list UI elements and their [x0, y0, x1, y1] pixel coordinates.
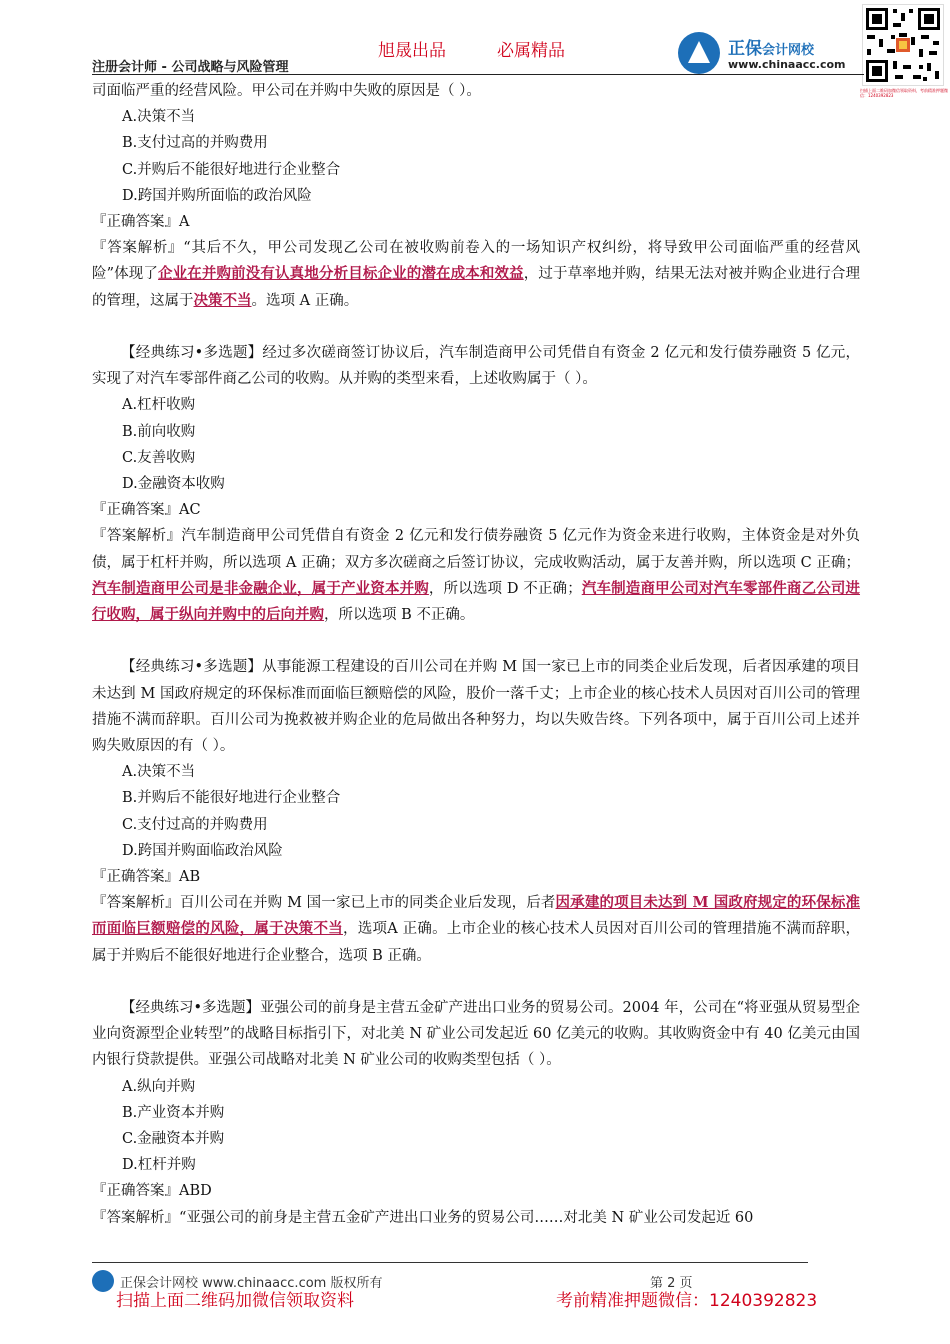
footer-divider: [92, 1262, 808, 1263]
q2-highlight-2: 汽车制造商甲公司对汽车零部件商乙公司进行收购，属于纵向并购中的后向并购: [92, 579, 861, 624]
page-number: 第 2 页: [650, 1276, 693, 1291]
q4-option-a: A.纵向并购: [122, 1078, 196, 1095]
q1-option-d: D.跨国并购所面临的政治风险: [122, 187, 312, 204]
promo-right: 考前精准押题微信：1240392823: [556, 1291, 818, 1311]
qr-code-icon: [862, 4, 944, 86]
q3-stem: 【经典练习•多选题】从事能源工程建设的百川公司在并购 M 国一家已上市的同类企业后发现，后者因承建的项目未达到 M 国政府规定的环保标准而面临巨额赔偿的风险，股价一落千丈；上市企业的核心技术人员因对百川公司的管理措施不满而辞职。百川公司为挽救被并购企业的危局做出各种努力，均以失败告终。下列各项中，属于百川公司上述并购失败原因的有（ ）。: [92, 659, 860, 755]
logo-name: 正保会计网校: [728, 39, 815, 59]
q1-option-b: B.支付过高的并购费用: [122, 135, 268, 152]
q4-analysis: 『答案解析』“亚强公司的前身是主营五金矿产进出口业务的贸易公司……对北美 N 矿业公司发起近 60: [92, 1209, 754, 1226]
q3-option-b: B.并购后不能很好地进行企业整合: [122, 790, 341, 807]
footer-logo-icon: [92, 1270, 114, 1292]
q3-highlight-1: 因承建的项目未达到 M 国政府规定的环保标准而面临巨额赔偿的风险，属于决策不当: [92, 894, 860, 938]
q3-option-a: A.决策不当: [122, 764, 196, 781]
q3-option-d: D.跨国并购面临政治风险: [122, 842, 283, 859]
slogan-left: 旭晟出品: [378, 41, 446, 61]
q1-analysis: 『答案解析』“其后不久，甲公司发现乙公司在被收购前卷入的一场知识产权纠纷，将导致甲公司面临严重的经营风险”体现了企业在并购前没有认真地分析目标企业的潜在成本和效益，过于草率地并购，结果无法对被并购企业进行合理的管理，这属于决策不当。选项 A 正确。: [92, 240, 860, 309]
q4-option-d: D.杠杆并购: [122, 1157, 196, 1174]
q3-answer: 『正确答案』AB: [92, 869, 201, 886]
q2-option-c: C.友善收购: [122, 449, 196, 466]
q1-highlight-1: 企业在并购前没有认真地分析目标企业的潜在成本和效益: [158, 265, 524, 283]
document-body: [92, 78, 860, 1231]
q1-option-a: A.决策不当: [122, 109, 196, 126]
slogan-right: 必属精品: [497, 41, 565, 61]
q1-answer: 『正确答案』A: [92, 214, 190, 231]
q1-highlight-2: 决策不当: [193, 291, 252, 309]
logo-emblem-icon: [678, 32, 720, 74]
chinaacc-logo[interactable]: [678, 28, 858, 78]
q2-analysis: 『答案解析』汽车制造商甲公司凭借自有资金 2 亿元和发行债券融资 5 亿元作为资金来进行收购，主体资金是对外负债，属于杠杆并购，所以选项 A 正确；双方多次磋商之后签订协议，完成收购活动，属于友善并购，所以选项 C 正确；汽车制造商甲公司是非金融企业，属于产业资本并购，所以选项 D 不正确；汽车制造商甲公司对汽车零部件商乙公司进行收购，属于纵向并购中的后向并购，所以选项 B 不正确。: [92, 528, 861, 624]
q2-answer: 『正确答案』AC: [92, 502, 201, 519]
q2-option-b: B.前向收购: [122, 423, 196, 440]
q4-stem: 【经典练习•多选题】亚强公司的前身是主营五金矿产进出口业务的贸易公司。2004 年，公司在“将亚强从贸易型企业向资源型企业转型”的战略目标指引下，对北美 N 矿业公司发起近 60 亿美元的收购。其收购资金中有 40 亿美元由国内银行贷款提供。亚强公司战略对北美 N 矿业公司的收购类型包括（ ）。: [92, 1000, 860, 1069]
q4-answer: 『正确答案』ABD: [92, 1183, 212, 1200]
q2-option-a: A.杠杆收购: [122, 397, 196, 414]
header-divider: [92, 74, 864, 75]
promo-left: 扫描上面二维码加微信领取资料: [116, 1291, 354, 1311]
q3-analysis: 『答案解析』百川公司在并购 M 国一家已上市的同类企业后发现，后者因承建的项目未达到 M 国政府规定的环保标准而面临巨额赔偿的风险，属于决策不当，选项A 正确。上市企业的核心技术人员因对百川公司的管理措施不满而辞职，属于并购后不能很好地进行企业整合，选项 B 正确。: [92, 894, 861, 964]
q2-option-d: D.金融资本收购: [122, 476, 225, 493]
qr-note: 扫描上面二维码加微信领取资料，考前精准押题微信：1240392823: [860, 88, 948, 98]
q4-option-c: C.金融资本并购: [122, 1131, 225, 1148]
q2-highlight-1: 汽车制造商甲公司是非金融企业，属于产业资本并购: [92, 579, 429, 597]
footer-copyright: 正保会计网校 www.chinaacc.com 版权所有: [120, 1276, 383, 1291]
course-title: 注册会计师 - 公司战略与风险管理: [92, 60, 289, 75]
q2-stem: 【经典练习•多选题】经过多次磋商签订协议后，汽车制造商甲公司凭借自有资金 2 亿元和发行债券融资 5 亿元，实现了对汽车零部件商乙公司的收购。从并购的类型来看，上述收购属于（ ）。: [92, 345, 860, 388]
q3-option-c: C.支付过高的并购费用: [122, 816, 268, 833]
logo-url: www.chinaacc.com: [728, 58, 846, 71]
q1-option-c: C.并购后不能很好地进行企业整合: [122, 161, 341, 178]
q4-option-b: B.产业资本并购: [122, 1104, 225, 1121]
q1-stem-tail: 司面临严重的经营风险。甲公司在并购中失败的原因是（ ）。: [92, 83, 481, 99]
